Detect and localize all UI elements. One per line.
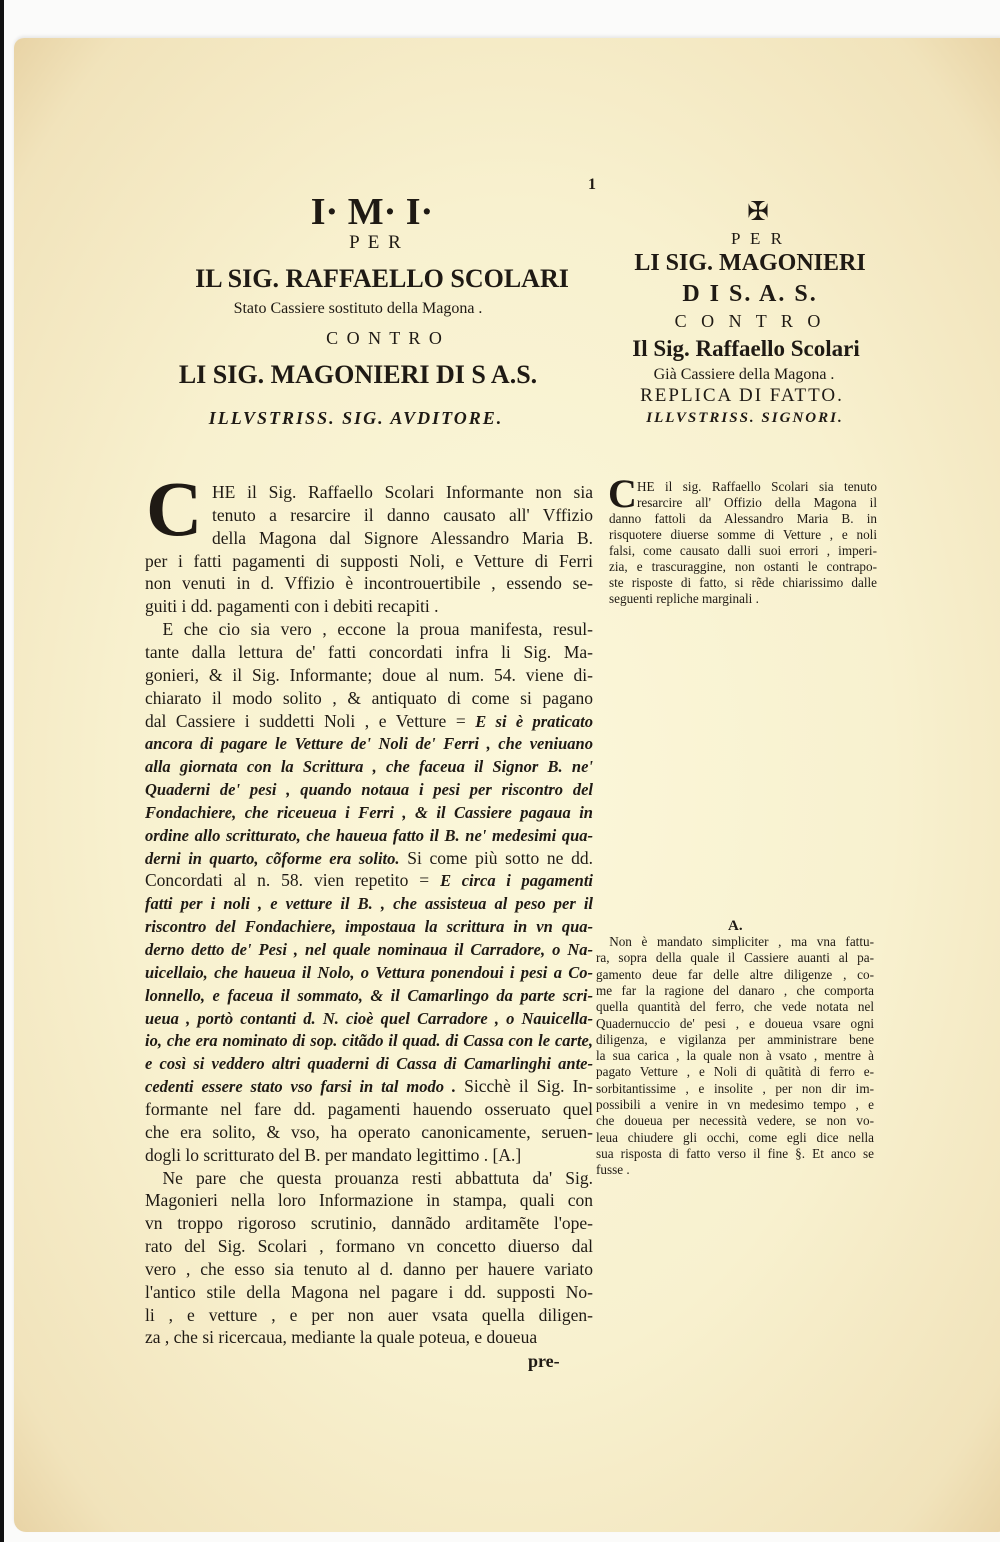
text-segment: HE il Sig. Raffaello Scolari Informante non sia (212, 482, 593, 502)
text-line (145, 985, 593, 1006)
italic-quote: ueua , portò contanti d. N. cioè quel Carradore , o Nauicella- (145, 1008, 593, 1028)
heading-imi: I· M· I· (310, 191, 434, 233)
text-segment: dal Cassiere i suddetti Noli , e Vetture = (145, 710, 476, 731)
text-line: zia, e trascuraggine, non ostanti le contrapo- (609, 559, 877, 574)
italic-quote: riscontro del Fondachiere, impostaua la scrittura in vn qua- (145, 917, 593, 937)
text-segment: li , e vetture , e per non auer vsata quella diligen- (145, 1304, 593, 1325)
text-line (145, 939, 593, 960)
note-line: quella quantità del ferro, che vede notata nel (596, 999, 874, 1015)
note-line: diligenza, e vigilanza per amministrare bene (596, 1031, 874, 1047)
text-segment: Magonieri nella loro Informazione in stampa, quali con (145, 1190, 593, 1211)
party-name: IL SIG. RAFFAELLO SCOLARI (195, 264, 569, 293)
text-segment: dogli lo scritturato del B. per mandato legittimo . [A.] (145, 1144, 522, 1165)
note-line: sorbitantissime , e insolite , per non dir im- (596, 1080, 874, 1096)
contro-label-right: C O N T R O (674, 311, 826, 331)
text-line (145, 1122, 593, 1143)
address-right: ILLVSTRISS. SIGNORI. (646, 410, 844, 426)
text-line: risquotere diuerse somme di Vetture , e noli (609, 527, 877, 542)
text-line (145, 688, 593, 709)
note-line: gamento deue far delle altre diligenze , co- (596, 966, 874, 982)
text-line (145, 1030, 593, 1051)
note-line: leua chiudere gli occhi, come egli dice nella (596, 1129, 874, 1145)
party-name-right-2: D I S. A. S. (682, 281, 818, 307)
text-segment: l'antico stile della Magona nel pagare i dd. supposti No- (145, 1281, 593, 1302)
text-line (145, 870, 593, 891)
text-segment: Sicchè il Sig. In- (455, 1076, 593, 1097)
italic-quote: uicellaio, che haueua il Nolo, o Vettura ponendoui i pesi a Co- (145, 962, 593, 982)
text-segment: rato del Sig. Scolari , formano vn concetto diuerso dal (145, 1236, 593, 1257)
drop-cap: C (146, 465, 203, 552)
text-segment: gonieri, & il Sig. Informante; doue al num. 54. viene di- (145, 664, 593, 685)
note-line: pagato Vetture , e Noli di quãtità di ferro e- (596, 1064, 874, 1080)
note-line: Quadernuccio de' pesi , e doueua vsare ogni (596, 1015, 874, 1031)
text-line (145, 596, 593, 617)
text-line (145, 802, 593, 823)
text-line (145, 1282, 593, 1303)
text-line: danno fattoli da Alessandro Maria B. in (609, 511, 877, 526)
text-line (145, 1213, 593, 1234)
text-line (145, 619, 593, 640)
per-label-right: P E R (730, 229, 786, 248)
text-line: ste risposte di fatto, si rẽde chiarissimo dalle (609, 575, 877, 590)
note-line: possibili a venire in vn medesimo tempo , e (596, 1097, 874, 1112)
text-segment: Si come più sotto ne dd. (399, 847, 593, 868)
note-line: Non è mandato simpliciter , ma vna fattu- (596, 934, 874, 949)
text-line (145, 733, 593, 754)
text-line: falsi, come causato dalli suoi errori , imperi- (609, 543, 877, 558)
replica-title: REPLICA DI FATTO. (640, 385, 844, 406)
text-line (212, 505, 593, 526)
text-segment: che era solito, & vso, ha operato canonicamente, seruen- (145, 1121, 593, 1142)
italic-quote: alla giornata con la Scrittura , che faceua il Signor B. ne' (145, 757, 593, 777)
text-segment: Ne pare che questa prouanza resti abbattuta da' Sig. (145, 1167, 593, 1188)
note-line: me far la ragione del danaro , che comporta (596, 982, 874, 998)
text-line (145, 711, 593, 732)
note-line: la sua carica , la quale non à vsato , mentre à (596, 1048, 874, 1064)
scan-edge (0, 0, 4, 1542)
text-line (145, 1145, 593, 1166)
italic-quote: fatti per i noli , e vetture il B. , che assisteua al peso per il (145, 894, 593, 914)
address-line: ILLVSTRISS. SIG. AVDITORE. (208, 408, 504, 428)
text-line (212, 528, 593, 549)
note-line: ra, sopra della quale il Cassiere auanti al pa- (596, 950, 874, 966)
text-line (145, 642, 593, 663)
text-segment: vero , che esso sia tenuto al d. danno per hauere variato (145, 1258, 593, 1279)
text-line (145, 1053, 593, 1074)
opponent-name-right: Il Sig. Raffaello Scolari (632, 336, 860, 361)
text-line: resarcire all' Offizio della Magona il (637, 495, 877, 510)
text-segment: E che cio sia vero , eccone la proua manifesta, resul- (145, 619, 593, 640)
text-line (145, 962, 593, 983)
party-role: Stato Cassiere sostituto della Magona . (233, 300, 483, 317)
text-segment: guiti i dd. pagamenti con i debiti recapiti . (145, 596, 439, 617)
page-number: 1 (588, 176, 596, 193)
text-segment: vn troppo rigoroso scrutinio, dannãdo arditamẽte l'ope- (145, 1213, 593, 1234)
text-line (145, 1168, 593, 1189)
text-line (145, 779, 593, 800)
party-name-right: LI SIG. MAGONIERI (634, 250, 866, 276)
role-right: Già Cassiere della Magona . (653, 366, 835, 383)
text-segment: tante dalla lettura de' fatti concordati infra li Sig. Ma- (145, 641, 593, 662)
text-line: seguenti repliche marginali . (609, 591, 759, 606)
drop-cap-right: C (608, 471, 637, 516)
italic-quote: cedenti essere stato vso farsi in tal modo . (145, 1077, 456, 1097)
cross-ornament-icon: ✠ (747, 197, 769, 227)
text-line (145, 1236, 593, 1257)
text-segment: non venuti in d. Vffizio è incontrouertibile , essendo se- (145, 573, 593, 594)
text-segment: per i fatti pagamenti di supposti Noli, e Vetture di Ferri (145, 550, 593, 571)
italic-quote: E circa i pagamenti (440, 871, 593, 891)
text-segment: za , che si ricercaua, mediante la quale poteua, e doueua (145, 1327, 538, 1348)
italic-quote: io, che era nominato di sop. citãdo il quad. di Cassa con le carte, (145, 1031, 593, 1051)
text-line: HE il sig. Raffaello Scolari sia tenuto (637, 479, 877, 494)
text-line (145, 551, 593, 572)
italic-quote: ordine allo scritturato, che haueua fatto il B. ne' medesimi qua- (145, 825, 593, 845)
text-line (145, 1099, 593, 1120)
opponent-name: LI SIG. MAGONIERI DI S A.S. (178, 360, 538, 389)
text-line (145, 916, 593, 937)
text-line (145, 573, 593, 594)
text-line (145, 1259, 593, 1280)
text-line (145, 848, 593, 869)
note-line: sua risposta di fatto verso il fine §. Et anco se (596, 1145, 874, 1161)
text-line (145, 825, 593, 846)
note-label: A. (728, 918, 743, 934)
text-line (145, 1008, 593, 1029)
note-line: fusse . (596, 1162, 630, 1178)
per-label: P E R (349, 232, 403, 253)
text-segment: tenuto a resarcire il danno causato all' Vffizio (212, 504, 593, 525)
text-segment: della Magona dal Signore Alessandro Maria B. (212, 527, 593, 548)
catchword: pre- (528, 1351, 560, 1371)
text-line (145, 665, 593, 686)
text-line (145, 756, 593, 777)
text-line (212, 482, 593, 503)
note-line: che doueua per necessità vedere, se non vo- (596, 1113, 874, 1129)
text-line (145, 1190, 593, 1211)
text-line (145, 1305, 593, 1326)
italic-quote: derni in quarto, cõforme era solito. (145, 848, 400, 868)
italic-quote: E si è praticato (475, 711, 593, 731)
text-line (145, 893, 593, 914)
text-segment: Concordati al n. 58. vien repetito = (145, 870, 441, 891)
italic-quote: e così si veddero altri quaderni di Cassa di Camarlinghi ante- (145, 1054, 593, 1074)
contro-label: C O N T R O (326, 328, 444, 348)
text-segment: formante nel fare dd. pagamenti hauendo osseruato quel (145, 1098, 593, 1119)
italic-quote: lonnello, e faceua il sommato, & il Camarlingo da parte scri- (145, 985, 593, 1005)
text-line (145, 1327, 593, 1348)
italic-quote: derno detto de' Pesi , nel quale nominaua il Carradore, o Na- (145, 940, 593, 959)
italic-quote: Quaderni de' pesi , quando notaua i pesi per riscontro del (145, 780, 593, 800)
text-line (145, 1076, 593, 1097)
text-segment: chiarato il modo solito , & antiquato di come si pagano (145, 687, 593, 708)
italic-quote: Fondachiere, che riceueua i Ferri , & il Cassiere pagaua in (145, 802, 593, 822)
italic-quote: ancora di pagare le Vetture de' Noli de' Ferri , che veniuano (145, 734, 593, 754)
